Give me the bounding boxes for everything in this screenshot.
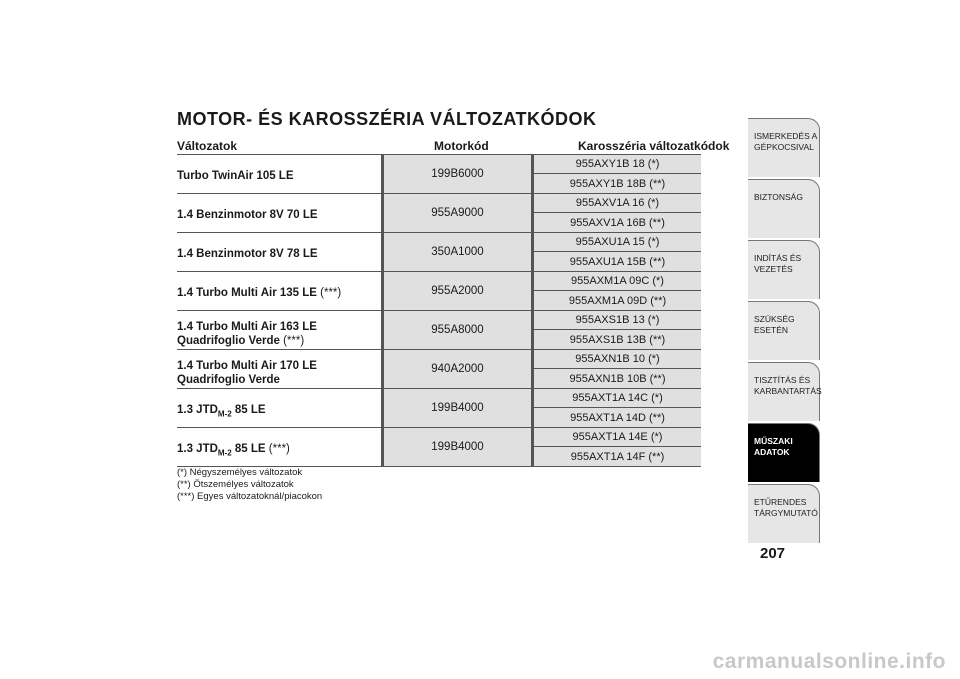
body-code-4seat: 955AXU1A 15 (*) bbox=[534, 233, 701, 252]
chapter-tabs bbox=[748, 118, 820, 545]
variant-name: 1.4 Benzinmotor 8V 70 LE bbox=[177, 209, 318, 221]
body-code-5seat: 955AXY1B 18B (**) bbox=[569, 177, 666, 190]
footnote-four-seat: (*) Négyszemélyes változatok bbox=[177, 467, 303, 478]
engine-code: 199B4000 bbox=[381, 428, 531, 466]
tab-muszaki-adatok[interactable]: MŰSZAKI ADATOK bbox=[748, 423, 820, 482]
body-codes bbox=[531, 155, 701, 193]
table-row bbox=[177, 350, 701, 389]
variant-name: Turbo TwinAir 105 LE bbox=[177, 170, 294, 182]
table-row bbox=[177, 155, 701, 194]
header-engine-code: Motorkód bbox=[434, 139, 489, 153]
table-row bbox=[177, 194, 701, 233]
body-codes bbox=[531, 311, 701, 349]
body-code-4seat: 955AXY1B 18 (*) bbox=[534, 155, 701, 174]
footnotes bbox=[177, 467, 322, 503]
body-code-5seat: 955AXT1A 14F (**) bbox=[570, 450, 665, 463]
tab-targymutato[interactable]: ETŰRENDES TÁRGYMUTATÓ bbox=[748, 484, 820, 543]
body-codes bbox=[531, 350, 701, 388]
tab-inditas-es-vezetes[interactable]: INDÍTÁS ÉS VEZETÉS bbox=[748, 240, 820, 299]
variant-name: 1.4 Benzinmotor 8V 78 LE bbox=[177, 248, 318, 260]
variant-name: 1.3 $JTD_{M-2}$ 85 LE (***) bbox=[177, 443, 290, 458]
engine-code: 955A8000 bbox=[381, 311, 531, 349]
body-code-4seat: 955AXT1A 14C (*) bbox=[534, 389, 701, 408]
footnote-five-seat: (**) Ötszemélyes változatok bbox=[177, 479, 294, 490]
engine-code: 940A2000 bbox=[381, 350, 531, 388]
body-codes bbox=[531, 194, 701, 232]
body-code-4seat: 955AXV1A 16 (*) bbox=[534, 194, 701, 213]
tab-tisztitas-es-karbantartas[interactable]: TISZTÍTÁS ÉS KARBANTARTÁS bbox=[748, 362, 820, 421]
variant-code-table bbox=[177, 154, 701, 467]
body-codes bbox=[531, 233, 701, 271]
body-code-5seat: 955AXM1A 09D (**) bbox=[568, 294, 667, 307]
body-codes bbox=[531, 389, 701, 427]
table-row bbox=[177, 311, 701, 350]
body-code-4seat: 955AXM1A 09C (*) bbox=[534, 272, 701, 291]
table-row bbox=[177, 233, 701, 272]
variant-name: 1.4 Turbo Multi Air 135 LE (***) bbox=[177, 287, 342, 299]
engine-code: 955A9000 bbox=[381, 194, 531, 232]
header-variants: Változatok bbox=[177, 139, 238, 153]
tab-ismerkedes[interactable]: ISMERKEDÉS A GÉPKOCSIVAL bbox=[748, 118, 820, 177]
body-code-5seat: 955AXS1B 13B (**) bbox=[569, 333, 666, 346]
page-number: 207 bbox=[760, 545, 786, 562]
variant-name: 1.3 $JTD_{M-2}$ 85 LE bbox=[177, 404, 266, 419]
body-codes bbox=[531, 428, 701, 466]
engine-code: 955A2000 bbox=[381, 272, 531, 310]
variant-name: 1.4 Turbo Multi Air 163 LE Quadrifoglio Verde (***) bbox=[177, 321, 317, 347]
table-row bbox=[177, 389, 701, 428]
body-code-5seat: 955AXT1A 14D (**) bbox=[570, 411, 665, 424]
watermark: carmanualsonline.info bbox=[712, 650, 946, 673]
table-row bbox=[177, 428, 701, 467]
engine-code: 350A1000 bbox=[381, 233, 531, 271]
header-body-codes: Karosszéria változatkódok bbox=[578, 139, 730, 153]
body-code-4seat: 955AXT1A 14E (*) bbox=[534, 428, 701, 447]
engine-code: 199B4000 bbox=[381, 389, 531, 427]
body-code-4seat: 955AXN1B 10 (*) bbox=[534, 350, 701, 369]
table-row bbox=[177, 272, 701, 311]
page-title: MOTOR- ÉS KAROSSZÉRIA VÁLTOZATKÓDOK bbox=[177, 109, 597, 129]
tab-biztonsag[interactable]: BIZTONSÁG bbox=[748, 179, 820, 238]
body-code-5seat: 955AXN1B 10B (**) bbox=[569, 372, 666, 385]
body-code-5seat: 955AXU1A 15B (**) bbox=[569, 255, 666, 268]
body-code-5seat: 955AXV1A 16B (**) bbox=[570, 216, 665, 229]
body-code-4seat: 955AXS1B 13 (*) bbox=[534, 311, 701, 330]
tab-szukseg-eseten[interactable]: SZÜKSÉG ESETÉN bbox=[748, 301, 820, 360]
variant-name: 1.4 Turbo Multi Air 170 LE Quadrifoglio Verde bbox=[177, 360, 317, 386]
engine-code: 199B6000 bbox=[381, 155, 531, 193]
footnote-some-markets: (***) Egyes változatoknál/piacokon bbox=[177, 491, 323, 502]
body-codes bbox=[531, 272, 701, 310]
